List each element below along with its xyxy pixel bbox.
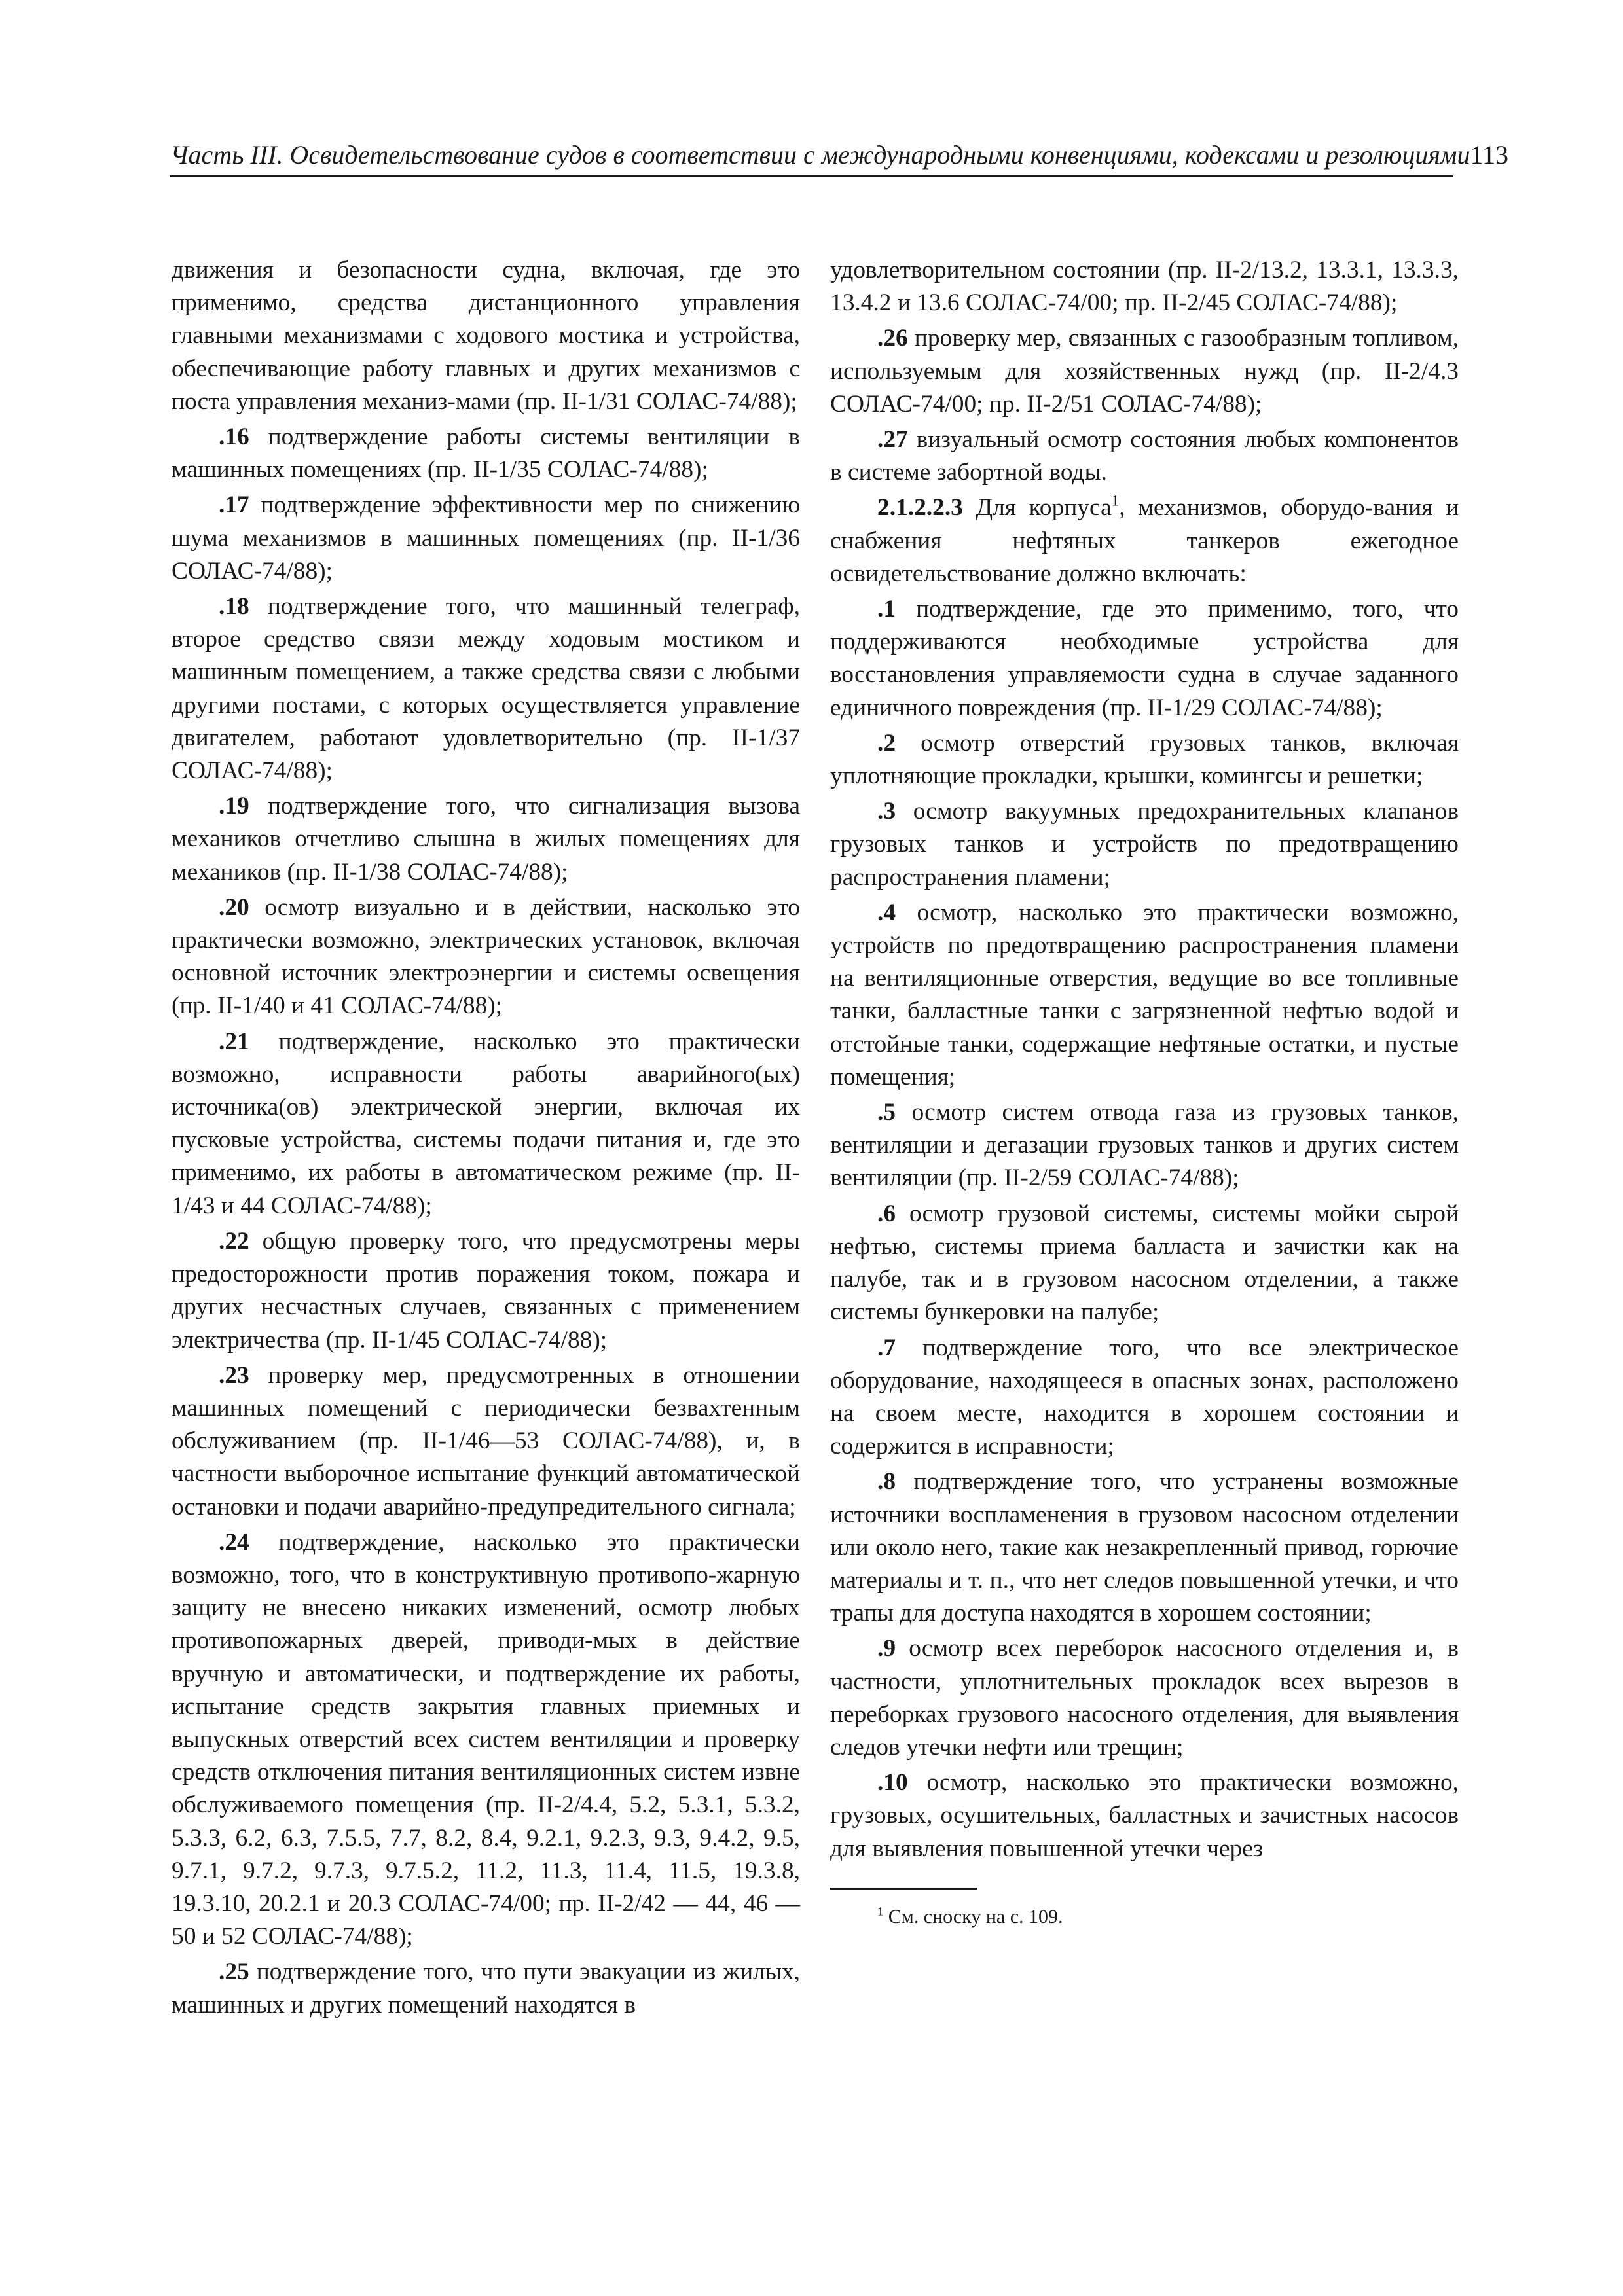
paragraph: .5 осмотр систем отвода газа из грузовых танков, вентиляции и дегазации грузовых танков и других систем вентиляции (пр. II-2/59 СОЛАС-74/88); bbox=[830, 1099, 1459, 1192]
paragraph: движения и безопасности судна, включая, где это применимо, средства дистанционного управления главными механизмами с ходового мостика и устройства, обеспечивающие работу главных и других механизмов с поста управления механиз-мами (пр. II-1/31 СОЛАС-74/88); bbox=[172, 257, 800, 415]
paragraph: .19 подтверждение того, что сигнализация вызова механиков отчетливо слышна в жилых помещениях для механиков (пр. II-1/38 СОЛАС-74/88); bbox=[172, 793, 800, 886]
paragraph: .1 подтверждение, где это применимо, того, что поддерживаются необходимые устройства для восстановления управляемости судна в случае заданного единичного повреждения (пр. II-1/29 СОЛАС-74/88); bbox=[830, 596, 1459, 721]
item-number: .16 bbox=[219, 423, 249, 451]
paragraph: .17 подтверждение эффективности мер по снижению шума механизмов в машинных помещениях (пр. II-1/36 СОЛАС-74/88); bbox=[172, 492, 800, 584]
item-number: .6 bbox=[877, 1200, 896, 1227]
item-number: .2 bbox=[877, 729, 896, 757]
footnote: $^1$ См. сноску на с. 109. bbox=[877, 1905, 1063, 1928]
item-number: .5 bbox=[877, 1099, 896, 1126]
paragraph: .24 подтверждение, насколько это практически возможно, того, что в конструктивную противопо-жарную защиту не внесено никаких изменений, осмотр любых противопожарных дверей, приводи-мых в действие вручную и автоматически, и подтверждение их работы, испытание средств закрытия главных приемных и выпускных отверстий всех систем вентиляции и проверку средств отключения питания вентиляционных систем извне обслуживаемого помещения (пр. II-2/4.4, 5.2, 5.3.1, 5.3.2, 5.3.3, 6.2, 6.3, 7.5.5, 7.7, 8.2, 8.4, 9.2.1, 9.2.3, 9.3, 9.4.2, 9.5, 9.7.1, 9.7.2, 9.7.3, 9.7.5.2, 11.2, 11.3, 11.4, 11.5, 19.3.8, 19.3.10, 20.2.1 и 20.3 СОЛАС-74/00; пр. II-2/42 — 44, 46 — 50 и 52 СОЛАС-74/88); bbox=[172, 1528, 800, 1950]
item-number: .9 bbox=[877, 1635, 896, 1662]
footnote-divider bbox=[830, 1888, 977, 1890]
left-column bbox=[172, 254, 800, 2024]
paragraph: .7 подтверждение того, что все электрическое оборудование, находящееся в опасных зонах, расположено на своем месте, находится в хорошем состоянии и содержится в исправности; bbox=[830, 1334, 1459, 1460]
item-number: .1 bbox=[877, 596, 896, 623]
paragraph: .9 осмотр всех переборок насосного отделения и, в частности, уплотнительных прокладок всех вырезов в переборках грузового насосного отделения, для выявления следов утечки нефти или трещин; bbox=[830, 1635, 1459, 1761]
item-number: .23 bbox=[219, 1361, 249, 1389]
item-number: .26 bbox=[877, 325, 908, 352]
footnote-ref: 1 bbox=[1111, 493, 1120, 511]
paragraph: .20 осмотр визуально и в действии, насколько это практически возможно, электрических установок, включая основной источник электроэнергии и системы освещения (пр. II-1/40 и 41 СОЛАС-74/88); bbox=[172, 893, 800, 1020]
paragraph: .26 проверку мер, связанных с газообразным топливом, используемым для хозяйственных нужд (пр. II-2/4.3 СОЛАС-74/00; пр. II-2/51 СОЛАС-74/88); bbox=[830, 325, 1459, 418]
paragraph: .16 подтверждение работы системы вентиляции в машинных помещениях (пр. II-1/35 СОЛАС-74/88); bbox=[172, 423, 800, 484]
paragraph: .4 осмотр, насколько это практически возможно, устройств по предотвращению распространения пламени на вентиляционные отверстия, ведущие во все топливные танки, балластные танки с загрязненной нефтью водой и отстойные танки, содержащие нефтяные остатки, и пустые помещения; bbox=[830, 899, 1459, 1090]
paragraph: .27 визуальный осмотр состояния любых компонентов в системе забортной воды. bbox=[830, 426, 1459, 486]
item-number: .4 bbox=[877, 899, 896, 926]
item-number: .8 bbox=[877, 1468, 896, 1496]
paragraph: .6 осмотр грузовой системы, системы мойки сырой нефтью, системы приема балласта и зачистки как на палубе, так и в грузовом насосном отделении, а также системы бункеровки на палубе; bbox=[830, 1200, 1459, 1326]
paragraph: .22 общую проверку того, что предусмотрены меры предосторожности против поражения током, пожара и других несчастных случаев, связанных с применением электричества (пр. II-1/45 СОЛАС-74/88); bbox=[172, 1227, 800, 1354]
paragraph: удовлетворительном состоянии (пр. II-2/13.2, 13.3.1, 13.3.3, 13.4.2 и 13.6 СОЛАС-74/00; пр. II-2/45 СОЛАС-74/88); bbox=[830, 257, 1459, 317]
paragraph: .3 осмотр вакуумных предохранительных клапанов грузовых танков и устройств по предотвращению распространения пламени; bbox=[830, 798, 1459, 891]
item-number: .20 bbox=[219, 893, 249, 921]
paragraph: .25 подтверждение того, что пути эвакуации из жилых, машинных и других помещений находятся в bbox=[172, 1958, 800, 2018]
item-number: .18 bbox=[219, 593, 249, 620]
section-number: 2.1.2.2.3 bbox=[877, 494, 963, 522]
item-number: .21 bbox=[219, 1028, 249, 1055]
page-number: 113 bbox=[1470, 140, 1508, 170]
item-number: .24 bbox=[219, 1528, 249, 1556]
item-number: .25 bbox=[219, 1958, 249, 1986]
paragraph: .10 осмотр, насколько это практически возможно, грузовых, осушительных, балластных и зачистных насосов для выявления повышенной утечки через bbox=[830, 1769, 1459, 1862]
running-header bbox=[170, 139, 1508, 177]
item-number: .27 bbox=[877, 426, 908, 454]
paragraph: .8 подтверждение того, что устранены возможные источники воспламенения в грузовом насосном отделении или около него, такие как незакрепленный привод, горючие материалы и т. п., что нет следов повышенной утечки, и что трапы для доступа находятся в хорошем состоянии; bbox=[830, 1468, 1459, 1627]
right-column bbox=[830, 254, 1459, 1933]
header-title: Часть III. Освидетельствование судов в соответствии с международными конвенциями, кодексами и резолюциями bbox=[170, 140, 1470, 170]
section-paragraph: 2.1.2.2.3 Для корпуса$^1$, механизмов, оборудо-вания и снабжения нефтяных танкеров ежегодное освидетельствование должно включать: bbox=[830, 493, 1459, 587]
paragraph: .21 подтверждение, насколько это практически возможно, исправности работы аварийного(ых) источника(ов) электрической энергии, включая их пусковые устройства, системы подачи питания и, где это применимо, их работы в автоматическом режиме (пр. II-1/43 и 44 СОЛАС-74/88); bbox=[172, 1028, 800, 1219]
item-number: .10 bbox=[877, 1769, 908, 1797]
paragraph: .18 подтверждение того, что машинный телеграф, второе средство связи между ходовым мостиком и машинным помещением, а также средства связи с любыми другими постами, с которых осуществляется управление двигателем, работают удовлетворительно (пр. II-1/37 СОЛАС-74/88); bbox=[172, 593, 800, 785]
paragraph: .2 осмотр отверстий грузовых танков, включая уплотняющие прокладки, крышки, комингсы и решетки; bbox=[830, 729, 1459, 790]
item-number: .22 bbox=[219, 1227, 249, 1255]
item-number: .3 bbox=[877, 798, 896, 825]
paragraph: .23 проверку мер, предусмотренных в отношении машинных помещений с периодически безвахтенным обслуживанием (пр. II-1/46—53 СОЛАС-74/88), и, в частности выборочное испытание функций автоматической остановки и подачи аварийно-предупредительного сигнала; bbox=[172, 1361, 800, 1520]
item-number: .17 bbox=[219, 492, 249, 519]
footnote-marker: 1 bbox=[877, 1905, 884, 1919]
item-number: .19 bbox=[219, 793, 249, 820]
item-number: .7 bbox=[877, 1334, 896, 1361]
